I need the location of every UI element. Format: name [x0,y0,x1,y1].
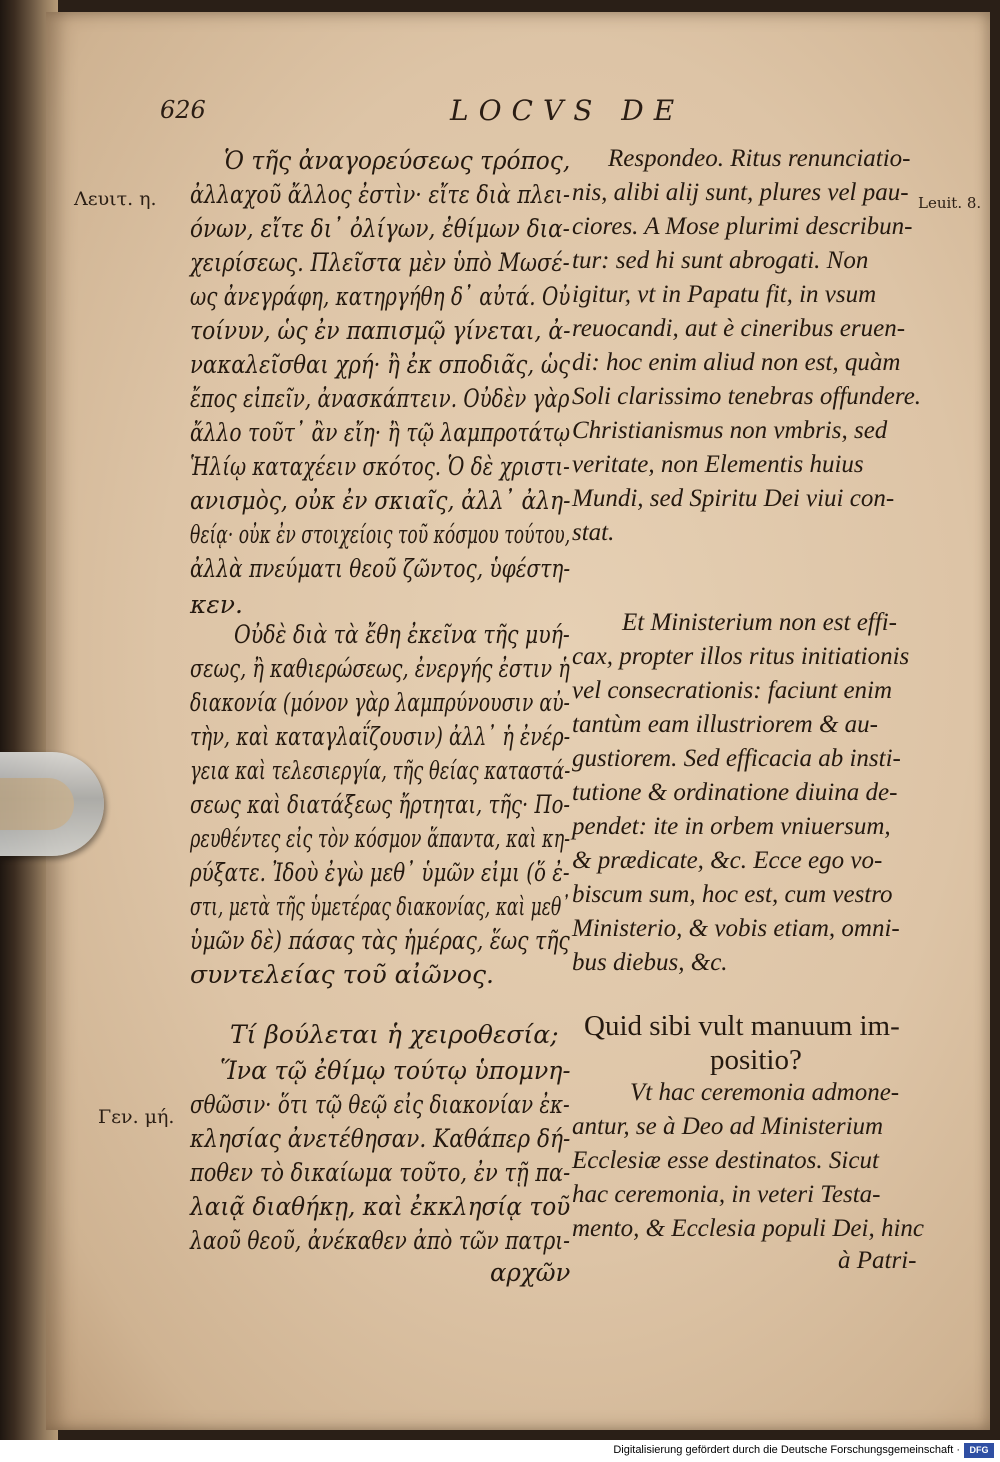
margin-note-greek-2: Γεν. μή. [98,1106,175,1128]
greek-line: Ὁ τῆς ἀναγορεύσεως τρόπος, [224,146,571,175]
latin-line: igitur, vt in Papatu fit, in vsum [572,281,877,308]
greek-line: τοίνυν, ὡς ἐν παπισμῷ γίνεται, ἀ- [190,316,571,345]
latin-column [572,140,942,1274]
paper-clip [0,752,104,856]
latin-heading: Quid sibi vult manuum im- [584,1010,900,1042]
greek-line: ὑμῶν δὲ) πάσας τὰς ἡμέρας, ἕως τῆς [190,926,570,955]
dfg-logo: DFG [964,1443,994,1458]
greek-line: σθῶσιν· ὅτι τῷ θεῷ εἰς διακονίαν ἐκ- [190,1090,570,1119]
greek-line: Ἡλίῳ καταχέειν σκότος. Ὁ δὲ χριστι- [190,452,570,481]
greek-line: διακονία (μόνον γὰρ λαμπρύνουσιν αὐ- [190,688,570,717]
latin-line: Soli clarissimo tenebras offundere. [572,383,922,410]
footer-credit: Digitalisierung gefördert durch die Deutsche Forschungsgemeinschaft · [613,1444,960,1456]
latin-line: cax, propter illos ritus initiationis [572,643,910,670]
greek-heading: Τί βούλεται ἡ χειροθεσία; [230,1020,559,1049]
greek-line: τὴν, καὶ καταγλαΐζουσιν) ἀλλ᾽ ἡ ἐνέρ- [190,722,571,751]
greek-line: κλησίας ἀνετέθησαν. Καθάπερ δή- [190,1124,571,1153]
greek-line: Ἵνα τῷ ἐθίμῳ τούτῳ ὑπομνη- [220,1056,571,1085]
greek-line: κεν. [190,590,243,619]
greek-line: σεως, ἢ καθιερώσεως, ἐνεργής ἐστιν ἡ [190,654,570,683]
latin-line: Christianismus non vmbris, sed [572,417,888,444]
greek-line: ποθεν τὸ δικαίωμα τοῦτο, ἐν τῇ πα- [190,1158,571,1187]
greek-line: χειρίσεως. Πλεῖστα μὲν ὑπὸ Μωσέ- [190,248,570,277]
latin-line: mento, & Ecclesia populi Dei, hinc [572,1215,925,1242]
footer-bar [0,1440,1000,1462]
greek-line: λαιᾷ διαθήκῃ, καὶ ἐκκλησίᾳ τοῦ [190,1192,571,1221]
latin-line: Vt hac ceremonia admone- [630,1079,900,1106]
greek-line: ως ἀνεγράφη, κατηργήθη δ᾽ αὐτά. Οὐ [190,282,571,311]
latin-line: tur: sed hi sunt abrogati. Non [572,247,869,274]
latin-line: Respondeo. Ritus renunciatio- [608,145,911,172]
latin-line: biscum sum, hoc est, cum vestro [572,881,893,908]
latin-line: stat. [572,519,615,546]
latin-line: Ministerio, & vobis etiam, omni- [572,915,900,942]
latin-line: antur, se à Deo ad Ministerium [572,1113,884,1140]
greek-line: σεως καὶ διατάξεως ἤρτηται, τῆς· Πο- [190,790,571,819]
latin-line: Mundi, sed Spiritu Dei viui con- [572,485,895,512]
greek-line: γεια καὶ τελεσιεργία, τῆς θείας καταστά- [190,756,571,785]
greek-line: ἔπος εἰπεῖν, ἀνασκάπτειν. Οὐδὲν γὰρ [190,384,570,413]
greek-line: στι, μετὰ τῆς ὑμετέρας διακονίας, καὶ μεθ᾽ [190,892,570,921]
margin-note-latin-1: Leuit. 8. [918,194,982,212]
margin-note-greek-1: Λευιτ. η. [74,188,157,210]
latin-line: vel consecrationis: faciunt enim [572,677,893,704]
greek-line: λαοῦ θεοῦ, ἀνέκαθεν ἀπὸ τῶν πατρι- [190,1226,570,1255]
latin-heading: positio? [710,1044,802,1076]
greek-line: συντελείας τοῦ αἰῶνος. [190,960,494,989]
greek-line: ἀλλαχοῦ ἄλλος ἐστὶν· εἴτε διὰ πλει- [190,180,570,209]
latin-catchword: à Patri- [838,1247,917,1274]
latin-line: tutione & ordinatione diuina de- [572,779,898,806]
latin-line: nis, alibi alij sunt, plures vel pau- [572,179,909,206]
greek-line: ανισμὸς, οὐκ ἐν σκιαῖς, ἀλλ᾽ ἀλη- [190,486,571,515]
latin-line: veritate, non Elementis huius [572,451,864,478]
latin-line: ciores. A Mose plurimi describun- [572,213,913,240]
latin-line: hac ceremonia, in veteri Testa- [572,1181,881,1208]
latin-line: bus diebus, &c. [572,949,728,976]
page-number: 626 [160,96,206,124]
latin-line: & prædicate, &c. Ecce ego vo- [572,847,883,874]
latin-line: Ecclesiæ esse destinatos. Sicut [572,1147,879,1174]
greek-line: Οὐδὲ διὰ τὰ ἔθη ἐκεῖνα τῆς μυή- [234,620,570,649]
latin-line: Et Ministerium non est effi- [622,609,897,636]
latin-line: reuocandi, aut è cineribus eruen- [572,315,906,342]
greek-line: θείᾳ· οὐκ ἐν στοιχείοις τοῦ κόσμου τούτου, [190,520,571,549]
latin-line: di: hoc enim aliud non est, quàm [572,349,901,376]
latin-line: gustiorem. Sed efficacia ab insti- [572,745,901,772]
greek-line: όνων, εἴτε δι᾽ ὀλίγων, ἐθίμων δια- [190,214,570,243]
running-head [160,96,940,136]
greek-line: ἀλλὰ πνεύματι θεοῦ ζῶντος, ὑφέστη- [190,554,571,583]
greek-catchword: αρχῶν [490,1258,571,1287]
greek-column [190,140,571,1287]
greek-line: ἄλλο τοῦτ᾽ ἂν εἴη· ἢ τῷ λαμπροτάτῳ [190,418,571,447]
latin-line: tantùm eam illustriorem & au- [572,711,879,738]
header-title: LOCVS DE [450,94,685,127]
greek-line: ρευθέντες εἰς τὸν κόσμον ἅπαντα, καὶ κη- [190,824,571,853]
latin-line: pendet: ite in orbem vniuersum, [572,813,891,840]
greek-line: ρύξατε. Ἰδοὺ ἐγὼ μεθ᾽ ὑμῶν εἰμι (ὅ ἐ- [190,858,570,887]
greek-line: νακαλεῖσθαι χρή· ἢ ἐκ σποδιᾶς, ὡς [190,350,571,379]
